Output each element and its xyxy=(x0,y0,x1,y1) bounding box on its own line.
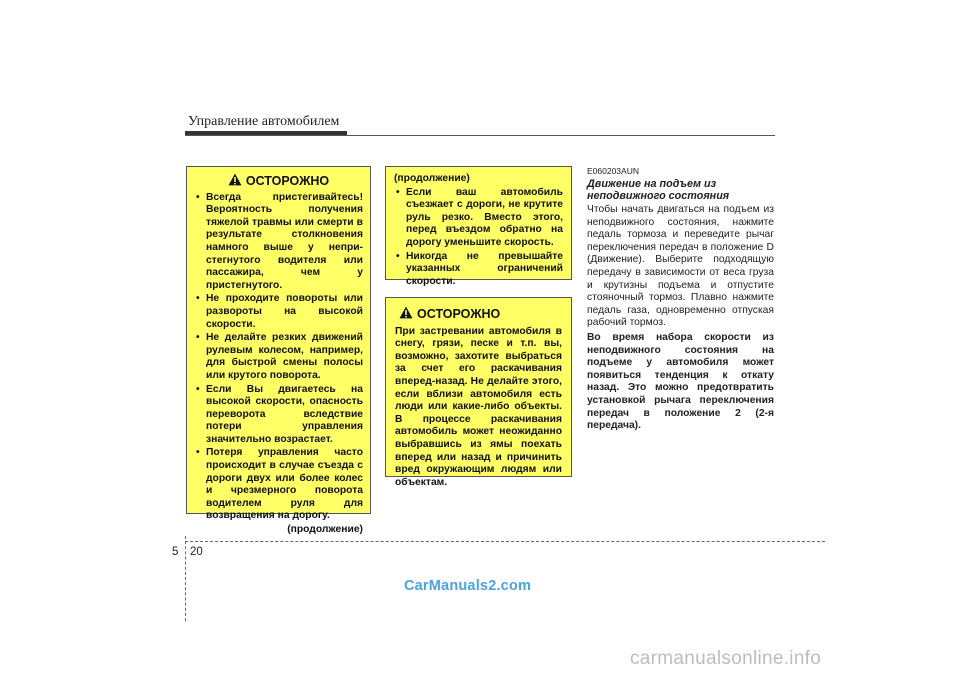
section-hill-start xyxy=(587,166,774,433)
warning-heading xyxy=(194,173,363,189)
list-item: • Если Вы двигаетесь на высокой скорости, опасность переворота вследствие потери управления значительно возрастает. xyxy=(194,384,363,447)
watermark-carmanualsonline[interactable]: carmanualsonline.info xyxy=(630,648,822,669)
list-item: • Не проходите повороты или развороты на высокой скорости. xyxy=(194,293,363,331)
continued-label: (продолжение) xyxy=(394,173,470,184)
warning-triangle-icon xyxy=(399,306,413,322)
list-item: • Потеря управления часто происходит в случае съезда с дороги двух или более колес и чрезмерного поворота водителем руля для возвращения на дорогу. xyxy=(194,447,363,523)
warning-triangle-icon xyxy=(228,173,242,189)
warning-box-3 xyxy=(385,297,572,488)
watermark-carmanuals2[interactable]: CarManuals2.com xyxy=(404,578,532,594)
warning-list xyxy=(194,192,363,523)
warning-heading xyxy=(399,306,562,322)
warning-heading-text: ОСТОРОЖНО xyxy=(417,306,501,321)
continued-label: (продолжение) xyxy=(287,524,363,536)
section-paragraph: Чтобы начать двигаться на подъем из неподвижного состояния, нажмите педаль тормоза и переведите рычаг переключения передач в положение D (Движение). Выберите подходящую передачу в зависимости от веса груза и крутизны подъема и отпустите стояночный тормоз. Плавно нажмите педаль газа, одновременно отпуская рабочий тормоз. xyxy=(587,204,774,329)
warning-box-1 xyxy=(186,166,371,536)
list-item: • Всегда пристегивайтесь! Вероятность получения тяжелой травмы или смерти в результате столкновения намного выше у непри-стегнутого водителя или пассажира, чем у пристегнутого. xyxy=(194,192,363,293)
section-number: 5 xyxy=(172,546,179,558)
warning-heading-text: ОСТОРОЖНО xyxy=(245,173,330,188)
list-item: • Не делайте резких движений рулевым колесом, например, для быстрой смены полосы или крутого поворота. xyxy=(194,332,363,382)
list-item: • Никогда не превышайте указанных ограничений скорости. xyxy=(394,251,563,289)
footer-vertical-rule xyxy=(185,536,186,621)
page-number: 20 xyxy=(190,546,203,558)
warning-text: При застревании автомобиля в снегу, грязи, песке и т.п. вы, возможно, захотите выбраться за счет его раскачивания вперед-назад. Не делайте этого, если вблизи автомобиля есть люди или какие-либо объекты. В процессе раскачивания автомобиль может неожиданно выбравшись из ямы поехать вперед или назад и причинить вред окружающим людям или объектам. xyxy=(395,325,562,488)
chapter-title: Управление автомобилем xyxy=(188,114,340,129)
warning-list xyxy=(394,187,563,289)
section-subtitle: Движение на подъем из неподвижного состояния xyxy=(587,178,730,202)
list-item: • Если ваш автомобиль съезжает с дороги, не крутите руль резко. Вместо этого, перед въездом обратно на дорогу уменьшите скорость. xyxy=(394,187,563,250)
footer-rule xyxy=(185,541,825,542)
section-bold-paragraph: Во время набора скорости из неподвижного состояния на подъеме у автомобиля может появиться тенденция к откату назад. Это можно предотвратить установкой рычага переключения передач в положение 2 (2-я передача). xyxy=(587,331,774,432)
warning-box-2 xyxy=(385,166,572,287)
section-code: E060203AUN xyxy=(587,166,639,176)
header-rule xyxy=(185,135,775,136)
